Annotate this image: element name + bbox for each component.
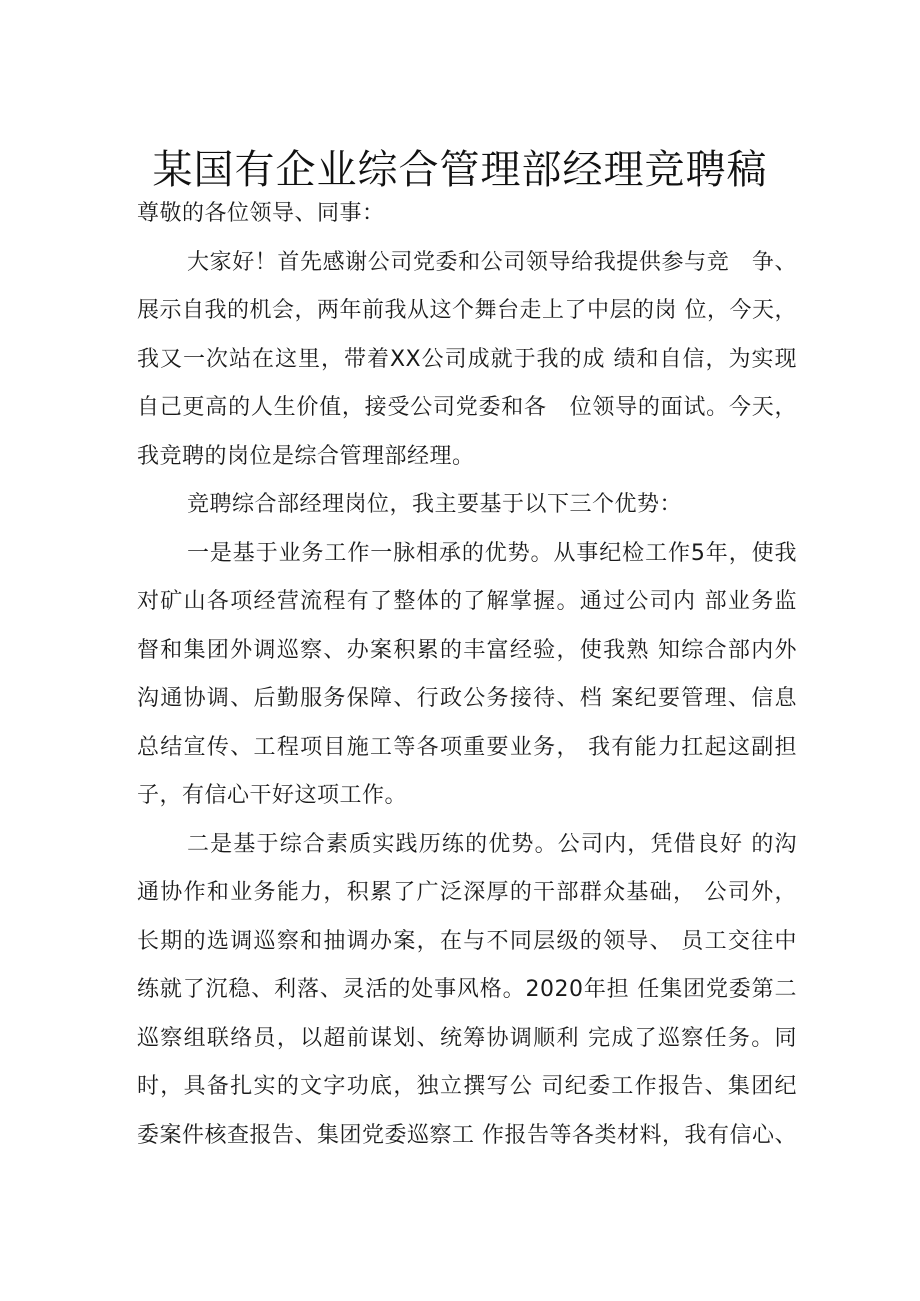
paragraph-line: 子，有信心干好这项工作。	[137, 783, 408, 808]
paragraph-line: 大家好！首先感谢公司党委和公司领导给我提供参与竞 争、	[187, 249, 797, 275]
paragraph-line: 督和集团外调巡察、办案积累的丰富经验，使我熟 知综合部内外	[137, 637, 797, 663]
paragraph-line: 时，具备扎实的文字功底，独立撰写公 司纪委工作报告、集团纪	[137, 1074, 797, 1099]
paragraph-line: 自己更高的人生价值，接受公司党委和各 位领导的面试。今天，	[137, 395, 797, 420]
paragraph-line: 我竞聘的岗位是综合管理部经理。	[137, 443, 475, 469]
paragraph-line: 二是基于综合素质实践历练的优势。公司内，凭借良好 的沟	[187, 831, 797, 857]
paragraph-line: 总结宣传、工程项目施工等各项重要业务， 我有能力扛起这副担	[137, 734, 797, 760]
document-title: 某国有企业综合管理部经理竞聘稿	[152, 147, 768, 193]
document-body	[137, 190, 797, 1160]
paragraph-line: 一是基于业务工作一脉相承的优势。从事纪检工作5年，使我	[187, 540, 797, 566]
salutation-line: 尊敬的各位领导、同事：	[137, 201, 385, 226]
paragraph-line: 沟通协调、后勤服务保障、行政公务接待、档 案纪要管理、信息	[137, 686, 797, 711]
paragraph-line: 展示自我的机会，两年前我从这个舞台走上了中层的岗 位，今天，	[137, 298, 797, 323]
paragraph-line: 长期的选调巡察和抽调办案，在与不同层级的领导、 员工交往中	[137, 928, 797, 954]
paragraph-line: 通协作和业务能力，积累了广泛深厚的干部群众基础， 公司外，	[137, 880, 797, 905]
paragraph-line: 练就了沉稳、利落、灵活的处事风格。2020年担 任集团党委第二	[137, 977, 797, 1002]
paragraph-line: 对矿山各项经营流程有了整体的了解掌握。通过公司内 部业务监	[137, 589, 797, 614]
paragraph-line: 巡察组联络员，以超前谋划、统筹协调顺利 完成了巡察任务。同	[137, 1025, 797, 1051]
paragraph-line: 委案件核查报告、集团党委巡察工 作报告等各类材料，我有信心、	[137, 1122, 797, 1148]
paragraph-line: 我又一次站在这里，带着XX公司成就于我的成 绩和自信，为实现	[137, 346, 797, 372]
paragraph-line: 竞聘综合部经理岗位，我主要基于以下三个优势：	[187, 492, 683, 517]
